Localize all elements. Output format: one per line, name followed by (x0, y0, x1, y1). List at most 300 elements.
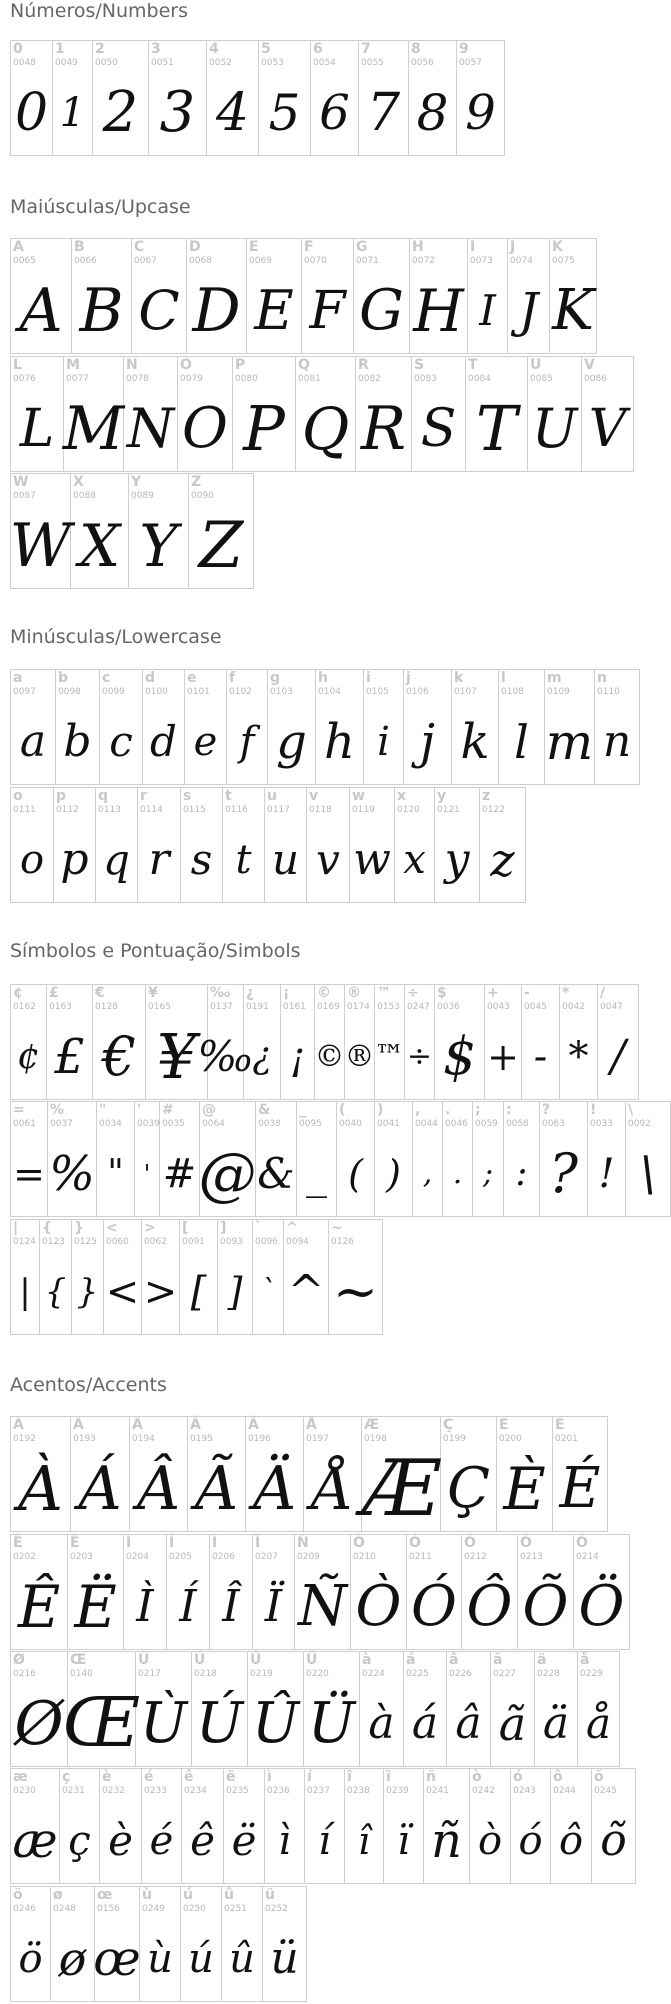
glyph-cell-0228 (535, 1652, 578, 1766)
glyph-cell-0197 (304, 1417, 362, 1531)
glyph-code: 0110 (597, 687, 620, 697)
glyph-character-label: 1 (55, 41, 65, 57)
glyph-code: 0192 (13, 1434, 36, 1444)
glyph-character-label: y (437, 788, 447, 804)
glyph-code: 0201 (555, 1434, 578, 1444)
glyph-character-label: F (304, 239, 314, 255)
glyph-code: 0248 (53, 1904, 76, 1914)
glyph-code: 0205 (169, 1552, 192, 1562)
glyph-row (10, 1219, 383, 1335)
glyph-code: 0041 (377, 1119, 400, 1129)
glyph-row (10, 1768, 636, 1884)
glyph-code: 0063 (542, 1119, 565, 1129)
glyph-character-label: s (183, 788, 192, 804)
glyph-character-label: Ç (443, 1417, 454, 1433)
glyph-row (10, 787, 526, 903)
glyph-character-label: Ö (576, 1535, 588, 1551)
glyph-character-label: " (99, 1102, 107, 1118)
glyph-cell-0225 (404, 1652, 447, 1766)
glyph-preview: a (19, 716, 47, 767)
glyph-preview: Z (198, 509, 244, 583)
glyph-character-label: R (358, 357, 369, 373)
glyph-cell-0230 (11, 1769, 60, 1883)
glyph-cell-0206 (210, 1535, 253, 1649)
glyph-character-label: Â (132, 1417, 143, 1433)
glyph-preview: , (422, 1156, 433, 1191)
glyph-code: 0094 (286, 1237, 309, 1247)
glyph-character-label: Ê (13, 1535, 23, 1551)
glyph-preview: X (78, 512, 121, 580)
glyph-preview: U (531, 397, 578, 460)
glyph-character-label: [ (182, 1220, 189, 1236)
glyph-preview: n (602, 716, 632, 767)
glyph-code: 0245 (594, 1786, 617, 1796)
glyph-character-label: T (468, 357, 478, 373)
glyph-character-label: z (482, 788, 491, 804)
glyph-code: 0239 (386, 1786, 409, 1796)
glyph-preview: ¥ (156, 1020, 197, 1093)
glyph-cell-0111 (11, 788, 54, 902)
glyph-preview: { (44, 1272, 67, 1312)
glyph-character-label: ! (590, 1102, 597, 1118)
glyph-preview: ç (68, 1818, 91, 1864)
glyph-character-label: é (144, 1769, 154, 1785)
glyph-preview: = (13, 1152, 45, 1196)
glyph-preview: > (143, 1269, 178, 1315)
glyph-character-label: í (307, 1769, 312, 1785)
glyph-preview: å (585, 1699, 612, 1748)
glyph-preview: j (420, 714, 435, 770)
glyph-preview: Õ (522, 1574, 569, 1639)
glyph-cell-0080 (233, 357, 296, 471)
glyph-cell-0238 (345, 1769, 384, 1883)
glyph-code: 0074 (510, 256, 533, 266)
glyph-code: 0095 (299, 1119, 322, 1129)
glyph-character-label: É (555, 1417, 565, 1433)
glyph-character-label: Ä (248, 1417, 259, 1433)
glyph-character-label: Ó (409, 1535, 421, 1551)
glyph-preview: ( (348, 1152, 363, 1196)
glyph-preview: À (18, 1452, 63, 1525)
glyph-character-label: N (126, 357, 138, 373)
glyph-cell-0209 (295, 1535, 351, 1649)
glyph-code: 0251 (224, 1904, 247, 1914)
glyph-cell-0050 (93, 41, 149, 155)
glyph-code: 0218 (194, 1669, 217, 1679)
glyph-character-label: ¢ (13, 985, 23, 1001)
glyph-cell-0045 (522, 985, 560, 1099)
glyph-character-label: ( (339, 1102, 346, 1118)
glyph-character-label: ÷ (407, 985, 419, 1001)
glyph-code: 0078 (126, 374, 149, 384)
glyph-cell-0077 (64, 357, 124, 471)
glyph-code: 0153 (377, 1002, 400, 1012)
glyph-code: 0057 (459, 58, 482, 68)
glyph-code: 0061 (13, 1119, 36, 1129)
glyph-preview: N (126, 397, 175, 460)
glyph-preview: ] (227, 1270, 243, 1314)
glyph-preview: 4 (215, 83, 250, 143)
glyph-character-label: - (524, 985, 530, 1001)
glyph-preview: V (588, 399, 627, 459)
glyph-cell-0224 (360, 1652, 404, 1766)
glyph-cell-0089 (129, 474, 189, 588)
glyph-row (10, 984, 639, 1100)
glyph-character-label: _ (299, 1102, 306, 1118)
glyph-character-label: È (499, 1417, 509, 1433)
glyph-character-label: K (552, 239, 563, 255)
glyph-preview: # (162, 1151, 197, 1197)
glyph-cell-0119 (350, 788, 395, 902)
glyph-preview: Ï (264, 1581, 283, 1632)
section-title-simbolos-e-pontuacao-simbols: Símbolos e Pontuação/Simbols (10, 940, 301, 962)
glyph-character-label: Ï (255, 1535, 261, 1551)
glyph-code: 0137 (210, 1002, 233, 1012)
glyph-character-label: + (487, 985, 499, 1001)
glyph-code: 0067 (134, 256, 157, 266)
glyph-character-label: î (347, 1769, 352, 1785)
glyph-cell-0058 (504, 1102, 540, 1216)
glyph-character-label: S (414, 357, 425, 373)
glyph-code: 0079 (180, 374, 203, 384)
glyph-character-label: ò (472, 1769, 482, 1785)
glyph-character-label: a (13, 670, 23, 686)
glyph-character-label: 7 (361, 41, 371, 57)
glyph-character-label: Õ (520, 1535, 532, 1551)
glyph-cell-0081 (296, 357, 356, 471)
glyph-character-label: 5 (261, 41, 271, 57)
glyph-character-label: Á (73, 1417, 84, 1433)
glyph-preview: Ì (136, 1581, 154, 1632)
glyph-cell-0056 (409, 41, 457, 155)
glyph-preview: u (271, 835, 300, 884)
glyph-character-label: A (13, 239, 24, 255)
glyph-cell-0092 (626, 1102, 671, 1216)
glyph-preview: ; (482, 1156, 494, 1191)
glyph-preview: ‰ (197, 1032, 254, 1081)
glyph-character-label: 0 (13, 41, 23, 57)
glyph-character-label: ` (255, 1220, 262, 1236)
glyph-character-label: õ (594, 1769, 604, 1785)
glyph-preview: ã (498, 1697, 527, 1751)
glyph-code: 0199 (443, 1434, 466, 1444)
glyph-preview: Ú (195, 1691, 244, 1756)
glyph-character-label: } (74, 1220, 84, 1236)
glyph-code: 0097 (13, 687, 36, 697)
glyph-cell-0156 (95, 1887, 140, 2001)
glyph-code: 0191 (246, 1002, 269, 1012)
glyph-character-label: ¿ (246, 985, 255, 1001)
glyph-cell-0057 (457, 41, 505, 155)
glyph-cell-0063 (540, 1102, 588, 1216)
glyph-preview: Í (179, 1581, 197, 1632)
glyph-character-label: ^ (286, 1220, 298, 1236)
glyph-preview: ¿ (252, 1036, 272, 1077)
glyph-code: 0060 (106, 1237, 129, 1247)
glyph-code: 0066 (74, 256, 97, 266)
glyph-preview: á (411, 1698, 439, 1749)
glyph-character-label: ã (493, 1652, 503, 1668)
glyph-character-label: ú (183, 1887, 193, 1903)
glyph-preview: e (193, 719, 218, 765)
glyph-preview: Ù (139, 1691, 188, 1756)
glyph-preview: / (610, 1031, 626, 1082)
glyph-character-label: Œ (70, 1652, 87, 1668)
glyph-preview: 5 (268, 84, 301, 142)
glyph-code: 0235 (226, 1786, 249, 1796)
glyph-cell-0213 (518, 1535, 574, 1649)
glyph-code: 0197 (306, 1434, 329, 1444)
glyph-code: 0085 (530, 374, 553, 384)
glyph-character-label: I (470, 239, 476, 255)
glyph-preview: z (490, 833, 515, 887)
glyph-cell-0245 (592, 1769, 636, 1883)
glyph-cell-0214 (574, 1535, 630, 1649)
glyph-code: 0128 (95, 1002, 118, 1012)
glyph-character-label: 6 (313, 41, 323, 57)
glyph-code: 0076 (13, 374, 36, 384)
glyph-character-label: Í (169, 1535, 175, 1551)
glyph-cell-0233 (142, 1769, 182, 1883)
glyph-code: 0091 (182, 1237, 205, 1247)
glyph-code: 0213 (520, 1552, 543, 1562)
glyph-code: 0214 (576, 1552, 599, 1562)
glyph-code: 0220 (306, 1669, 329, 1679)
glyph-code: 0233 (144, 1786, 167, 1796)
glyph-code: 0034 (99, 1119, 122, 1129)
glyph-character-label: , (415, 1102, 421, 1118)
glyph-cell-0212 (462, 1535, 518, 1649)
glyph-cell-0202 (11, 1535, 68, 1649)
glyph-code: 0092 (628, 1119, 651, 1129)
glyph-code: 0125 (74, 1237, 97, 1247)
glyph-cell-0243 (511, 1769, 551, 1883)
glyph-cell-0120 (395, 788, 435, 902)
glyph-cell-0067 (132, 239, 187, 353)
glyph-code: 0230 (13, 1786, 36, 1796)
glyph-preview: © (314, 1039, 345, 1074)
glyph-preview: x (403, 837, 426, 883)
glyph-code: 0174 (347, 1002, 370, 1012)
glyph-preview: Î (222, 1581, 240, 1632)
glyph-cell-0042 (560, 985, 598, 1099)
glyph-cell-0064 (200, 1102, 256, 1216)
glyph-cell-0200 (497, 1417, 553, 1531)
glyph-cell-0100 (143, 670, 185, 784)
glyph-character-label: ¥ (148, 985, 158, 1001)
glyph-code: 0077 (66, 374, 89, 384)
glyph-preview: Œ (62, 1684, 141, 1763)
glyph-code: 0229 (580, 1669, 603, 1679)
glyph-code: 0115 (183, 805, 206, 815)
glyph-character-label: ç (62, 1769, 71, 1785)
glyph-character-label: ê (184, 1769, 194, 1785)
glyph-code: 0059 (475, 1119, 498, 1129)
glyph-cell-0232 (100, 1769, 142, 1883)
glyph-row (10, 669, 640, 785)
glyph-code: 0055 (361, 58, 384, 68)
section-title-acentos-accents: Acentos/Accents (10, 1374, 167, 1396)
glyph-cell-0242 (470, 1769, 511, 1883)
glyph-preview: Ó (411, 1574, 457, 1639)
glyph-code: 0080 (235, 374, 258, 384)
glyph-preview: H (413, 277, 464, 345)
glyph-cell-0047 (598, 985, 639, 1099)
glyph-preview: % (49, 1146, 95, 1202)
glyph-cell-0091 (180, 1220, 218, 1334)
glyph-cell-0229 (578, 1652, 620, 1766)
glyph-cell-0125 (72, 1220, 104, 1334)
glyph-preview: - (533, 1034, 548, 1080)
glyph-cell-0194 (130, 1417, 188, 1531)
glyph-preview: æ (12, 1813, 58, 1869)
glyph-cell-0196 (246, 1417, 304, 1531)
glyph-preview: ' (143, 1160, 151, 1188)
glyph-character-label: ô (553, 1769, 563, 1785)
glyph-cell-0191 (244, 985, 281, 1099)
glyph-code: 0033 (590, 1119, 613, 1129)
glyph-preview: Ö (578, 1574, 625, 1639)
glyph-row (10, 238, 597, 354)
glyph-character-label: W (13, 474, 29, 490)
glyph-character-label: Æ (364, 1417, 380, 1433)
glyph-cell-0114 (138, 788, 181, 902)
glyph-preview: < (105, 1269, 140, 1315)
glyph-code: 0065 (13, 256, 36, 266)
glyph-character-label: Ò (353, 1535, 365, 1551)
glyph-cell-0204 (124, 1535, 167, 1649)
glyph-code: 0056 (411, 58, 434, 68)
glyph-code: 0246 (13, 1904, 36, 1914)
glyph-code: 0236 (267, 1786, 290, 1796)
glyph-cell-0237 (305, 1769, 345, 1883)
glyph-cell-0140 (62, 1652, 141, 1766)
glyph-cell-0038 (256, 1102, 297, 1216)
glyph-code: 0195 (190, 1434, 213, 1444)
glyph-cell-0039 (135, 1102, 160, 1216)
glyph-cell-0099 (100, 670, 143, 784)
glyph-preview: A (19, 276, 63, 346)
glyph-code: 0087 (13, 491, 36, 501)
glyph-preview: í (318, 1818, 331, 1864)
glyph-cell-0037 (48, 1102, 97, 1216)
glyph-preview: È (503, 1455, 546, 1523)
glyph-code: 0090 (191, 491, 214, 501)
glyph-code: 0093 (220, 1237, 243, 1247)
glyph-preview: M (62, 394, 125, 464)
glyph-cell-0084 (466, 357, 528, 471)
glyph-cell-0118 (307, 788, 350, 902)
glyph-code: 0162 (13, 1002, 36, 1012)
glyph-preview: : (515, 1153, 528, 1194)
glyph-code: 0207 (255, 1552, 278, 1562)
glyph-cell-0053 (259, 41, 311, 155)
glyph-cell-0115 (181, 788, 223, 902)
glyph-character-label: / (600, 985, 606, 1001)
glyph-preview: F (309, 281, 346, 341)
glyph-cell-0060 (104, 1220, 142, 1334)
glyph-cell-0219 (248, 1652, 304, 1766)
glyph-character-label: ‰ (210, 985, 231, 1001)
glyph-code: 0096 (255, 1237, 278, 1247)
glyph-character-label: k (454, 670, 464, 686)
glyph-cell-0207 (253, 1535, 295, 1649)
glyph-code: 0062 (144, 1237, 167, 1247)
glyph-code: 0212 (464, 1552, 487, 1562)
glyph-preview: o (19, 837, 45, 883)
glyph-character-label: ë (226, 1769, 236, 1785)
glyph-cell-0051 (149, 41, 207, 155)
glyph-cell-0216 (11, 1652, 68, 1766)
glyph-preview: D (192, 276, 241, 346)
glyph-character-label: p (56, 788, 67, 804)
glyph-code: 0219 (250, 1669, 273, 1679)
glyph-preview: Ê (17, 1573, 61, 1641)
glyph-preview: [ (190, 1269, 207, 1315)
glyph-code: 0121 (437, 805, 460, 815)
glyph-code: 0101 (187, 687, 210, 697)
glyph-preview: ë (231, 1816, 257, 1865)
glyph-preview: ! (598, 1151, 615, 1197)
glyph-cell-0246 (11, 1887, 51, 2001)
glyph-cell-0198 (361, 1417, 441, 1534)
glyph-cell-0048 (11, 41, 53, 155)
glyph-code: 0226 (449, 1669, 472, 1679)
glyph-character-label: c (102, 670, 111, 686)
glyph-code: 0238 (347, 1786, 370, 1796)
glyph-character-label: û (224, 1887, 234, 1903)
glyph-preview: * (568, 1034, 589, 1080)
glyph-row (10, 1416, 608, 1532)
glyph-cell-0210 (351, 1535, 407, 1649)
glyph-cell-0220 (304, 1652, 360, 1766)
glyph-cell-0107 (452, 670, 499, 784)
glyph-character-label: g (270, 670, 281, 686)
glyph-character-label: @ (202, 1102, 216, 1118)
glyph-code: 0231 (62, 1786, 85, 1796)
glyph-code: 0084 (468, 374, 491, 384)
glyph-preview: Á (78, 1454, 122, 1524)
glyph-cell-0034 (97, 1102, 135, 1216)
glyph-cell-0251 (222, 1887, 263, 2001)
glyph-code: 0045 (524, 1002, 547, 1012)
glyph-code: 0070 (304, 256, 327, 266)
glyph-row (10, 1101, 671, 1217)
glyph-row (10, 473, 254, 589)
glyph-preview: ò (477, 1818, 503, 1864)
glyph-cell-0193 (71, 1417, 130, 1531)
glyph-code: 0123 (42, 1237, 65, 1247)
glyph-preview: ñ (431, 1813, 462, 1869)
glyph-cell-0231 (60, 1769, 100, 1883)
glyph-preview: | (19, 1272, 31, 1312)
glyph-character-label: { (42, 1220, 52, 1236)
glyph-character-label: Û (250, 1652, 262, 1668)
glyph-character-label: Ô (464, 1535, 476, 1551)
glyph-code: 0064 (202, 1119, 225, 1129)
glyph-cell-0082 (356, 357, 412, 471)
glyph-code: 0048 (13, 58, 36, 68)
glyph-character-label: M (66, 357, 80, 373)
glyph-code: 0217 (138, 1669, 161, 1679)
glyph-cell-0250 (181, 1887, 222, 2001)
glyph-code: 0200 (499, 1434, 522, 1444)
glyph-code: 0224 (362, 1669, 385, 1679)
glyph-code: 0051 (151, 58, 174, 68)
glyph-row (10, 1534, 630, 1650)
glyph-preview: ^ (287, 1266, 325, 1317)
glyph-character-label: ì (267, 1769, 272, 1785)
